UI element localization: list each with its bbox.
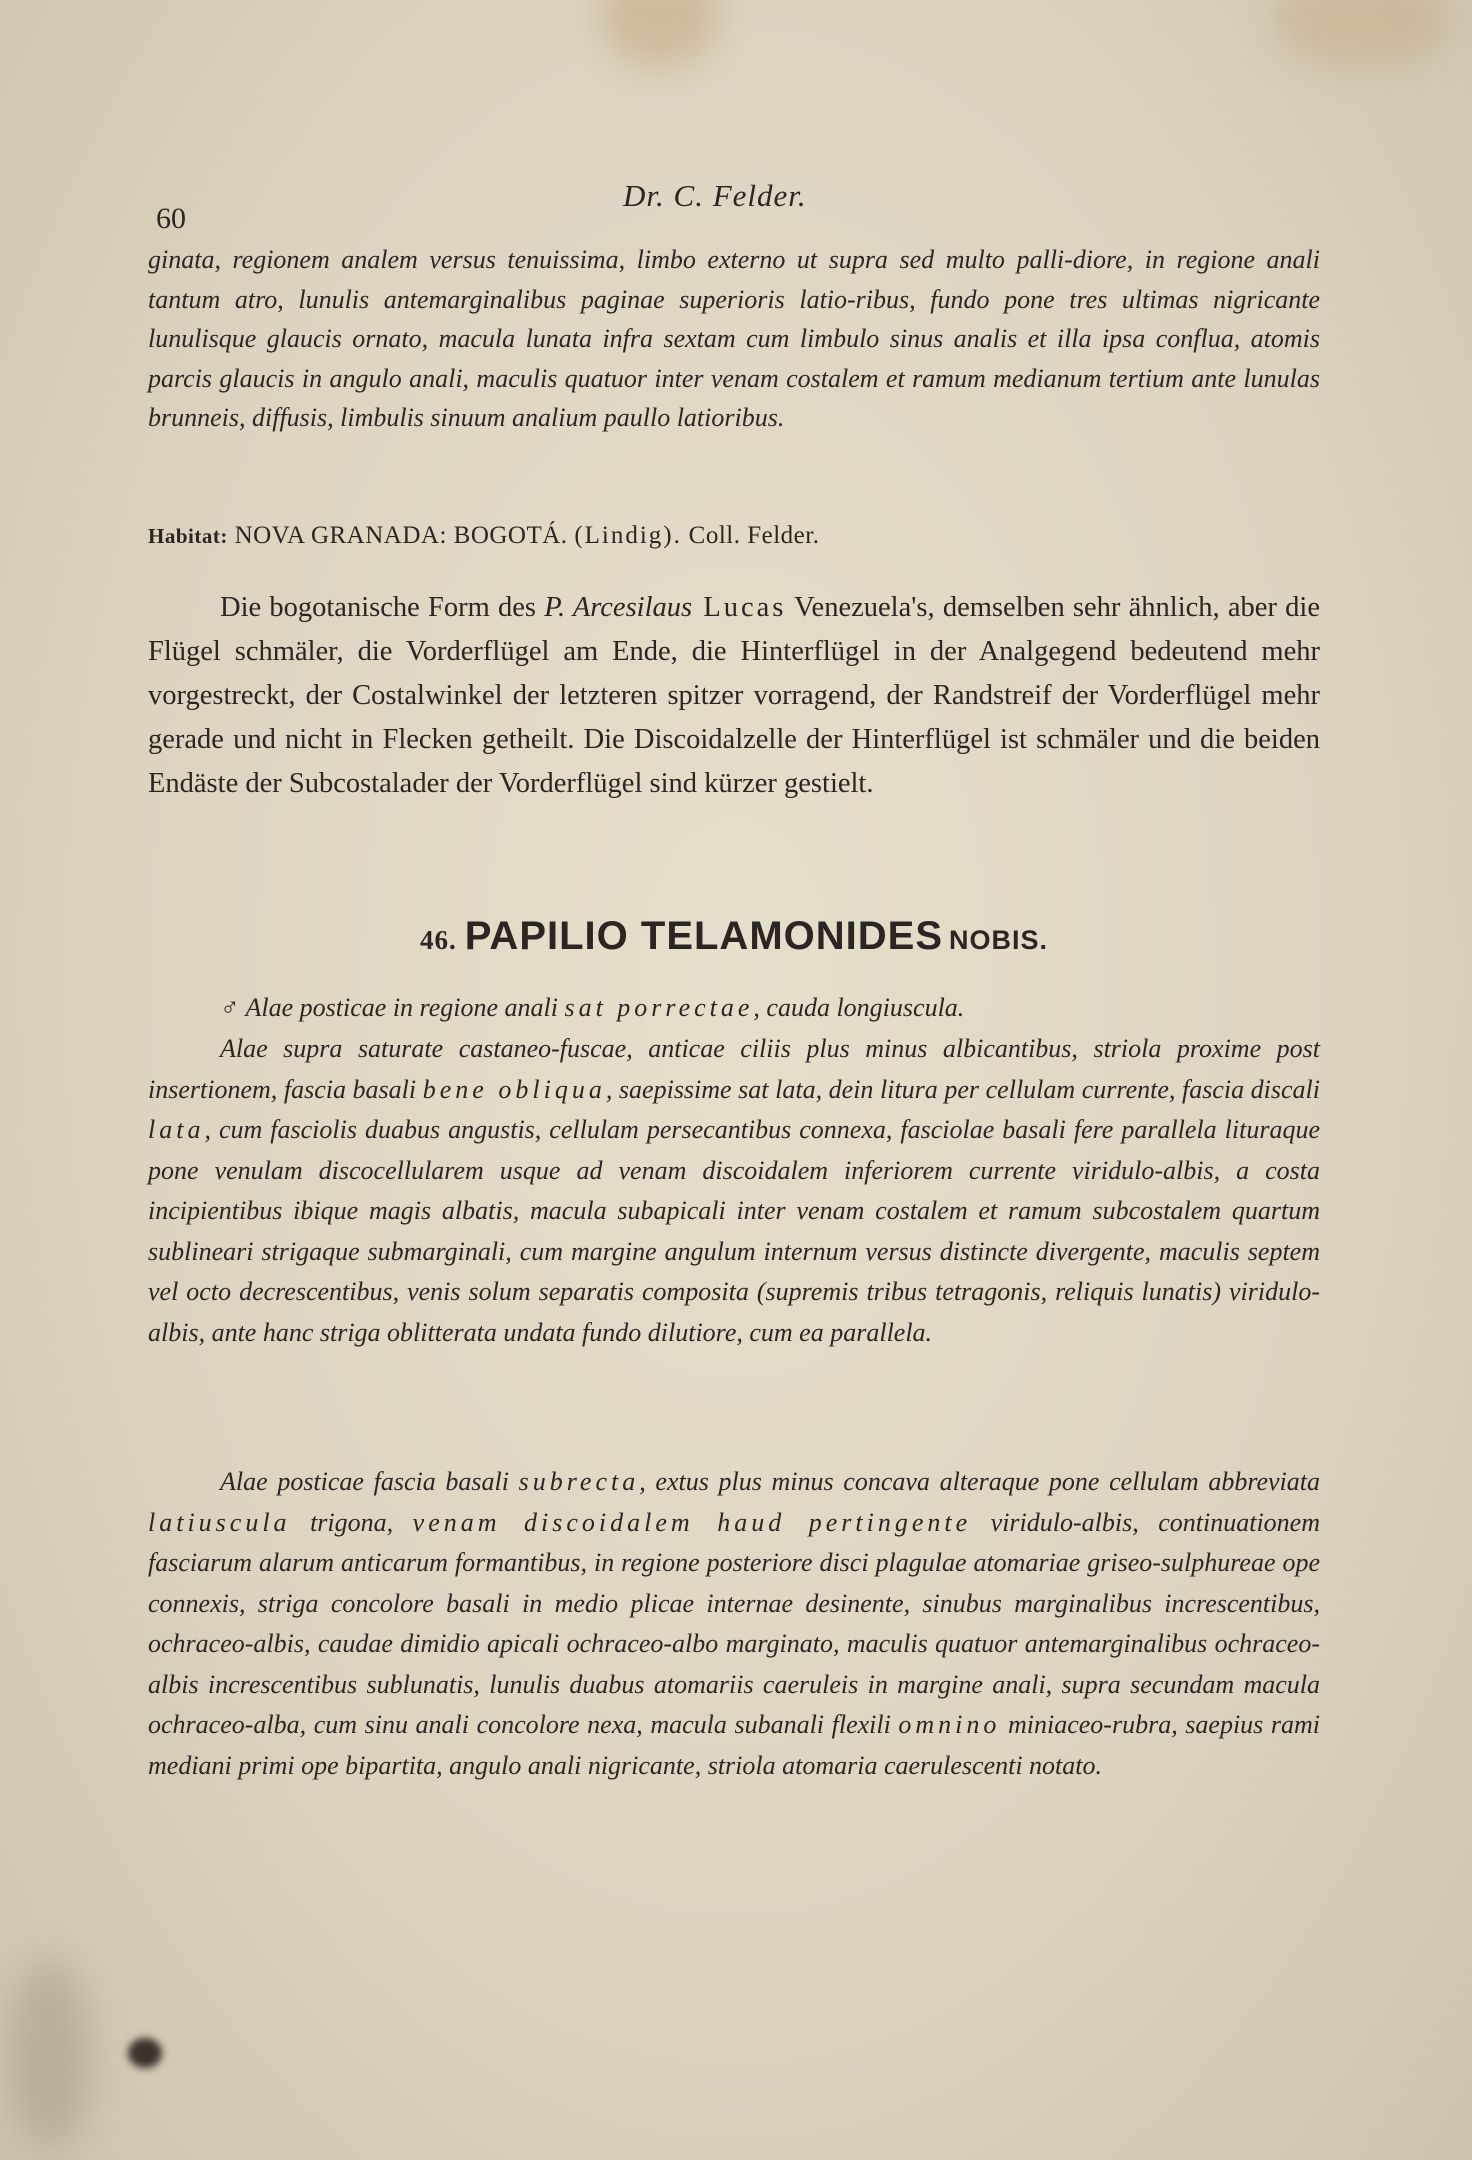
continuation-paragraph: ginata, regionem analem versus tenuissima, limbo externo ut supra sed multo palli-diore, in regione anali tantum atro, lunulis antemarginalibus paginae superioris latio-ribus, fundo pone tres ultimas nigricante lunulisque glaucis ornato, macula lunata infra sextam cum limbulo sinus analis et illa ipsa conflua, atomis parcis glaucis in angulo anali, maculis quatuor inter venam costalem et ramum medianum tertium ante lunulas brunneis, diffusis, limbulis sinuum analium paullo latioribus. — [148, 245, 1320, 432]
male-text-2: , cauda longiuscula. — [753, 993, 965, 1022]
species-heading — [148, 914, 1320, 959]
forewing-text-1: Alae supra saturate castaneo-fuscae, anticae ciliis plus minus albicantibus, striola proxime post insertionem, fascia basali — [148, 1034, 1320, 1104]
forewing-text-3: , cum fasciolis duabus angustis, cellulam persecantibus connexa, fasciolae basali fere parallela lituraque pone venulam discocellularem usque ad venam discoidalem inferiorem currente viridulo-albis, a costa incipientibus ibique magis albatis, macula subapicali inter venam costalem et ramum subcostalem quartum sublineari strigaque submarginali, cum margine angulum internum versus distincte divergente, maculis septem vel octo decrescentibus, venis solum separatis composita (supremis tribus tetragonis, reliquis lunatis) viridulo-albis, ante hanc striga oblitterata undata fundo dilutiore, cum ea parallela. — [148, 1115, 1320, 1347]
forewing-text-2: , saepissime sat lata, dein litura per cellulam currente, fascia discali — [605, 1074, 1320, 1104]
hindwing-spaced-2: latiuscula — [148, 1507, 291, 1537]
page-number: 60 — [156, 202, 186, 235]
species-reference: P. Arcesilaus — [544, 592, 693, 623]
german-paragraph — [148, 586, 1320, 806]
forewing-spaced-2: lata — [148, 1115, 205, 1144]
ink-blot — [128, 2038, 162, 2068]
habitat-collector: (Lindig). — [574, 522, 682, 549]
running-title: Dr. C. Felder. — [623, 178, 807, 213]
running-header — [148, 176, 1328, 235]
habitat-line — [148, 522, 1320, 550]
species-author-nobis: NOBIS. — [949, 925, 1049, 955]
hindwing-text-2: , extus plus minus concava alteraque pone cellulam abbreviata — [639, 1467, 1320, 1496]
hindwing-text-1: Alae posticae fascia basali — [220, 1467, 519, 1496]
species-author: Lucas — [692, 592, 787, 623]
forewing-description — [148, 1029, 1320, 1353]
german-text-2: Venezuela's, demselben sehr ähnlich, aber die Flügel schmäler, die Vorderflügel am Ende, die Hinterflügel in der Analgegend bedeutend mehr vorgestreckt, der Costalwinkel der letzteren spitzer vorragend, der Randstreif der Vorderflügel mehr gerade und nicht in Flecken getheilt. Die Discoidalzelle der Hinterflügel ist schmäler und die beiden Endäste der Subcostalader der Vorderflügel sind kürzer gestielt. — [148, 592, 1321, 799]
male-description — [148, 988, 1320, 1029]
hindwing-spaced-3: venam discoidalem haud pertingente — [412, 1507, 972, 1537]
male-text-1: ♂ Alae posticae in regione anali — [220, 993, 565, 1022]
species-number: 46. — [419, 925, 457, 955]
habitat-collection: Coll. Felder. — [688, 522, 820, 549]
forewing-spaced-1: bene obliqua — [422, 1074, 606, 1104]
hindwing-description — [148, 1462, 1320, 1786]
hindwing-text-5: miniaceo-rubra, saepius rami mediani primi ope bipartita, angulo anali nigricante, striola atomaria caerulescenti notato. — [148, 1710, 1320, 1780]
paper-stain — [600, 0, 720, 70]
hindwing-spaced-4: omnino — [898, 1710, 1001, 1739]
habitat-label: Habitat: — [148, 524, 228, 548]
hindwing-text-4: viridulo-albis, continuationem fasciarum alarum anticarum formantibus, in regione posteriore disci plagulae atomariae griseo-sulphureae ope connexis, striga concolore basali in medio plicae internae desinente, sinubus marginalibus increscentibus, ochraceo-albis, caudae dimidio apicali ochraceo-albo marginato, maculis quatuor antemarginalibus ochraceo-albis increscentibus sublunatis, lunulis duabus atomariis caeruleis in margine anali, supra secundam macula ochraceo-alba, cum sinu anali concolore nexa, macula subanali flexili — [148, 1507, 1320, 1739]
hindwing-spaced-1: subrecta — [518, 1467, 640, 1496]
habitat-location: NOVA GRANADA: BOGOTÁ. — [234, 522, 568, 549]
paper-stain — [10, 1960, 90, 2150]
german-text-1: Die bogotanische Form des — [220, 592, 545, 623]
paper-stain — [1270, 0, 1450, 70]
species-name: PAPILIO TELAMONIDES — [464, 914, 943, 958]
hindwing-text-3: trigona, — [290, 1507, 413, 1537]
male-text-spaced: sat porrectae — [564, 993, 754, 1022]
